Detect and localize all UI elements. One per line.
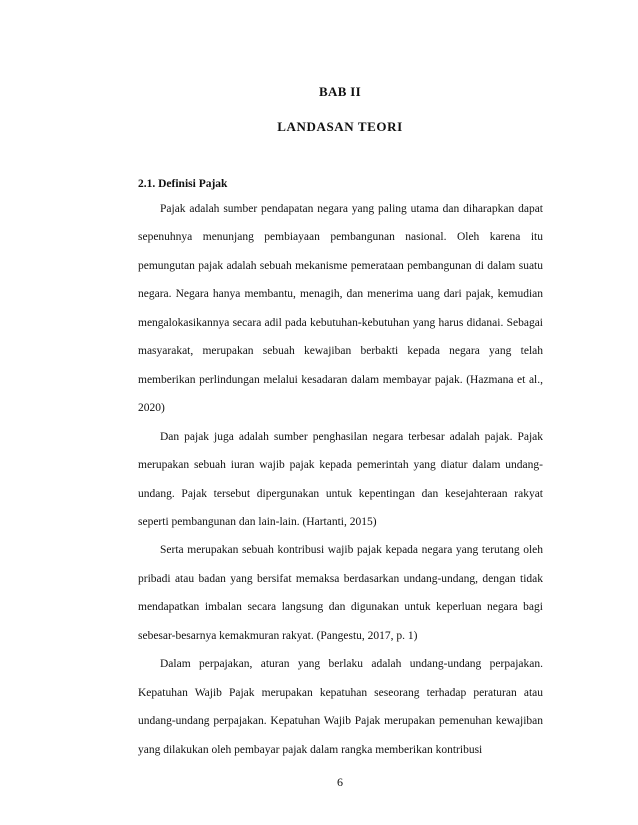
paragraph: Pajak adalah sumber pendapatan negara yang paling utama dan diharapkan dapat sepenuhnya menunjang pembiayaan pembangunan nasional. Oleh karena itu pemungutan pajak adalah sebuah mekanisme pemerataan pembangunan di dalam suatu negara. Negara hanya membantu, menagih, dan menerima uang dari pajak, kemudian mengalokasikannya secara adil pada kebutuhan-kebutuhan yang harus didanai. Sebagai masyarakat, merupakan sebuah kewajiban berbakti kepada negara yang telah memberikan perlindungan melalui kesadaran dalam membayar pajak. (Hazmana et al., 2020) [138,203,543,415]
chapter-label: BAB II [319,84,361,99]
paragraph: Dan pajak juga adalah sumber penghasilan negara terbesar adalah pajak. Pajak merupakan sebuah iuran wajib pajak kepada pemerintah yang diatur dalam undang-undang. Pajak tersebut dipergunakan untuk kepentingan dan kesejahteraan rakyat seperti pembangunan dan lain-lain. (Hartanti, 2015) [138,430,543,528]
section-heading: 2.1. Definisi Pajak [138,178,228,190]
body-text [138,195,543,764]
chapter-title: LANDASAN TEORI [277,119,403,134]
paragraph: Serta merupakan sebuah kontribusi wajib pajak kepada negara yang terutang oleh pribadi atau badan yang bersifat memaksa berdasarkan undang-undang, dengan tidak mendapatkan imbalan secara langsung dan digunakan untuk keperluan negara bagi sebesar-besarnya kemakmuran rakyat. (Pangestu, 2017, p. 1) [138,544,543,642]
page-number: 6 [337,775,343,789]
paragraph: Dalam perpajakan, aturan yang berlaku adalah undang-undang perpajakan. Kepatuhan Wajib Pajak merupakan kepatuhan seseorang terhadap peraturan atau undang-undang perpajakan. Kepatuhan Wajib Pajak merupakan pemenuhan kewajiban yang dilakukan oleh pembayar pajak dalam rangka memberikan kontribusi [138,658,543,756]
